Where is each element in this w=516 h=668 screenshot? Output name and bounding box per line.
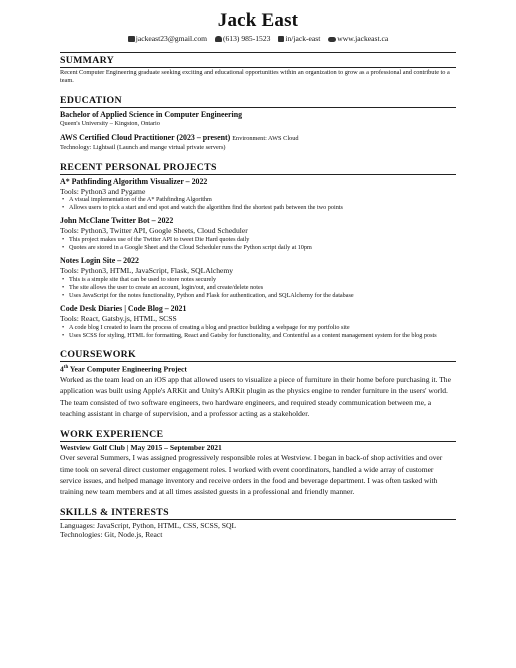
project-bullets [60,324,456,340]
projects-section [60,162,456,340]
coursework-project-title [60,363,456,374]
cert-title: AWS Certified Cloud Practitioner (2023 – present) [60,133,231,143]
email-icon [128,36,135,42]
education-heading: EDUCATION [60,95,456,108]
bullet-item: • This is a simple site that can be used to store notes securely [66,276,456,284]
email-text: jackeast23@gmail.com [135,34,208,43]
project-tools: Tools: Python3 and Pygame [60,186,146,196]
project-entry [60,304,456,340]
project-entry [60,256,456,300]
project-bullets [60,276,456,300]
contact-linkedin[interactable] [278,33,320,44]
skills-section [60,507,456,540]
degree-title: Bachelor of Applied Science in Computer Engineering [60,109,243,119]
project-title: Notes Login Site – 2022 [60,256,139,266]
contact-bar [60,33,456,44]
project-bullets [60,196,456,212]
bullet-item: • Uses SCSS for styling, HTML for formatting, React and Gatsby for functionality, and Contentful as a content management system for the blog posts [66,332,456,340]
linkedin-icon [278,36,284,42]
phone-icon [215,36,222,42]
coursework-section [60,349,456,420]
experience-text: Over several Summers, I was assigned progressively responsible roles at Westview. I began in back-of shop activities and over time took on several direct customer engagement roles. I worked with event coordinators, handled a wide array of customer service issues, and helped manage inventory and receive orders in the food and beverage department. I was often tasked with training new team members and at all times assisted guests in a professional and friendly manner. [60,453,443,497]
bullet-item: • Allows users to pick a start and end spot and watch the algorithm find the shortest path between the two points [66,204,456,212]
contact-email[interactable] [128,33,207,44]
project-tools: Tools: Python3, HTML, JavaScript, Flask, SQLAlchemy [60,266,234,276]
project-tools: Tools: React, Gatsby.js, HTML, SCSS [60,314,177,324]
summary-section [60,52,456,86]
project-bullets [60,236,456,252]
project-title: Code Desk Diaries | Code Blog – 2021 [60,304,187,314]
skills-heading: SKILLS & INTERESTS [60,507,456,520]
project-entry [60,177,456,213]
education-section [60,95,456,153]
contact-website[interactable] [328,33,388,44]
project-title: John McClane Twitter Bot – 2022 [60,216,174,226]
job-title: Westview Golf Club | May 2015 – September 2021 [60,442,222,452]
contact-phone[interactable] [215,33,270,44]
project-title-rest: Year Computer Engineering Project [68,364,187,374]
cert-tech: Technology: Lightsail (Launch and mange virtual private servers) [60,144,226,152]
project-year: 4 [60,364,64,374]
skills-technologies: Technologies: Git, Node.js, React [60,530,163,540]
bullet-item: • Uses JavaScript for the notes functionality, Python and Flask for authentication, and SQLAlchemy for the database [66,292,456,300]
project-title: A* Pathfinding Algorithm Visualizer – 2022 [60,176,208,186]
summary-heading: SUMMARY [60,52,456,68]
skills-languages: Languages: JavaScript, Python, HTML, CSS, SCSS, SQL [60,520,237,530]
project-year-suffix: th [63,364,69,370]
cert-line [60,133,456,144]
coursework-heading: COURSEWORK [60,349,456,362]
experience-section [60,429,456,498]
experience-heading: WORK EXPERIENCE [60,429,456,442]
bullet-item: • This project makes use of the Twitter API to tweet Die Hard quotes daily [66,236,456,244]
bullet-item: • A code blog I created to learn the process of creating a blog and practice building a webpage for my portfolio site [66,324,456,332]
resume-page [60,10,456,540]
phone-text: (613) 985-1523 [222,34,271,43]
website-text: www.jackeast.ca [337,34,389,43]
bullet-item: • The site allows the user to create an account, login/out, and create/delete notes [66,284,456,292]
cloud-icon [328,37,336,42]
resume-name: Jack East [217,10,299,31]
coursework-text: Worked as the team lead on an iOS app that allowed users to visualize a piece of furniture in their home before purchasing it. The application was built using Apple's ARKit and Unity's ARKit plugin as the physics engine to render furniture in the users' world. The team consisted of two software engineers, two hardware engineers, and required steady communication between me, a teaching assistant in charge of supervision, and a professor acting as a stakeholder. [60,374,451,419]
bullet-item: • Quotes are stored in a Google Sheet and the Cloud Scheduler runs the Python script daily at 10pm [66,244,456,252]
linkedin-text: in/jack-east [285,34,321,43]
projects-heading: RECENT PERSONAL PROJECTS [60,162,456,175]
project-entry [60,216,456,252]
project-tools: Tools: Python3, Twitter API, Google Sheets, Cloud Scheduler [60,226,248,236]
summary-text: Recent Computer Engineering graduate seeking exciting and educational opportunities within an organization to grow as a professional and contribute to a team. [60,69,450,85]
bullet-item: • A visual implementation of the A* Pathfinding Algorithm [66,196,456,204]
school-text: Queen's University – Kingston, Ontario [60,119,160,127]
cert-env: Environment: AWS Cloud [232,135,299,143]
